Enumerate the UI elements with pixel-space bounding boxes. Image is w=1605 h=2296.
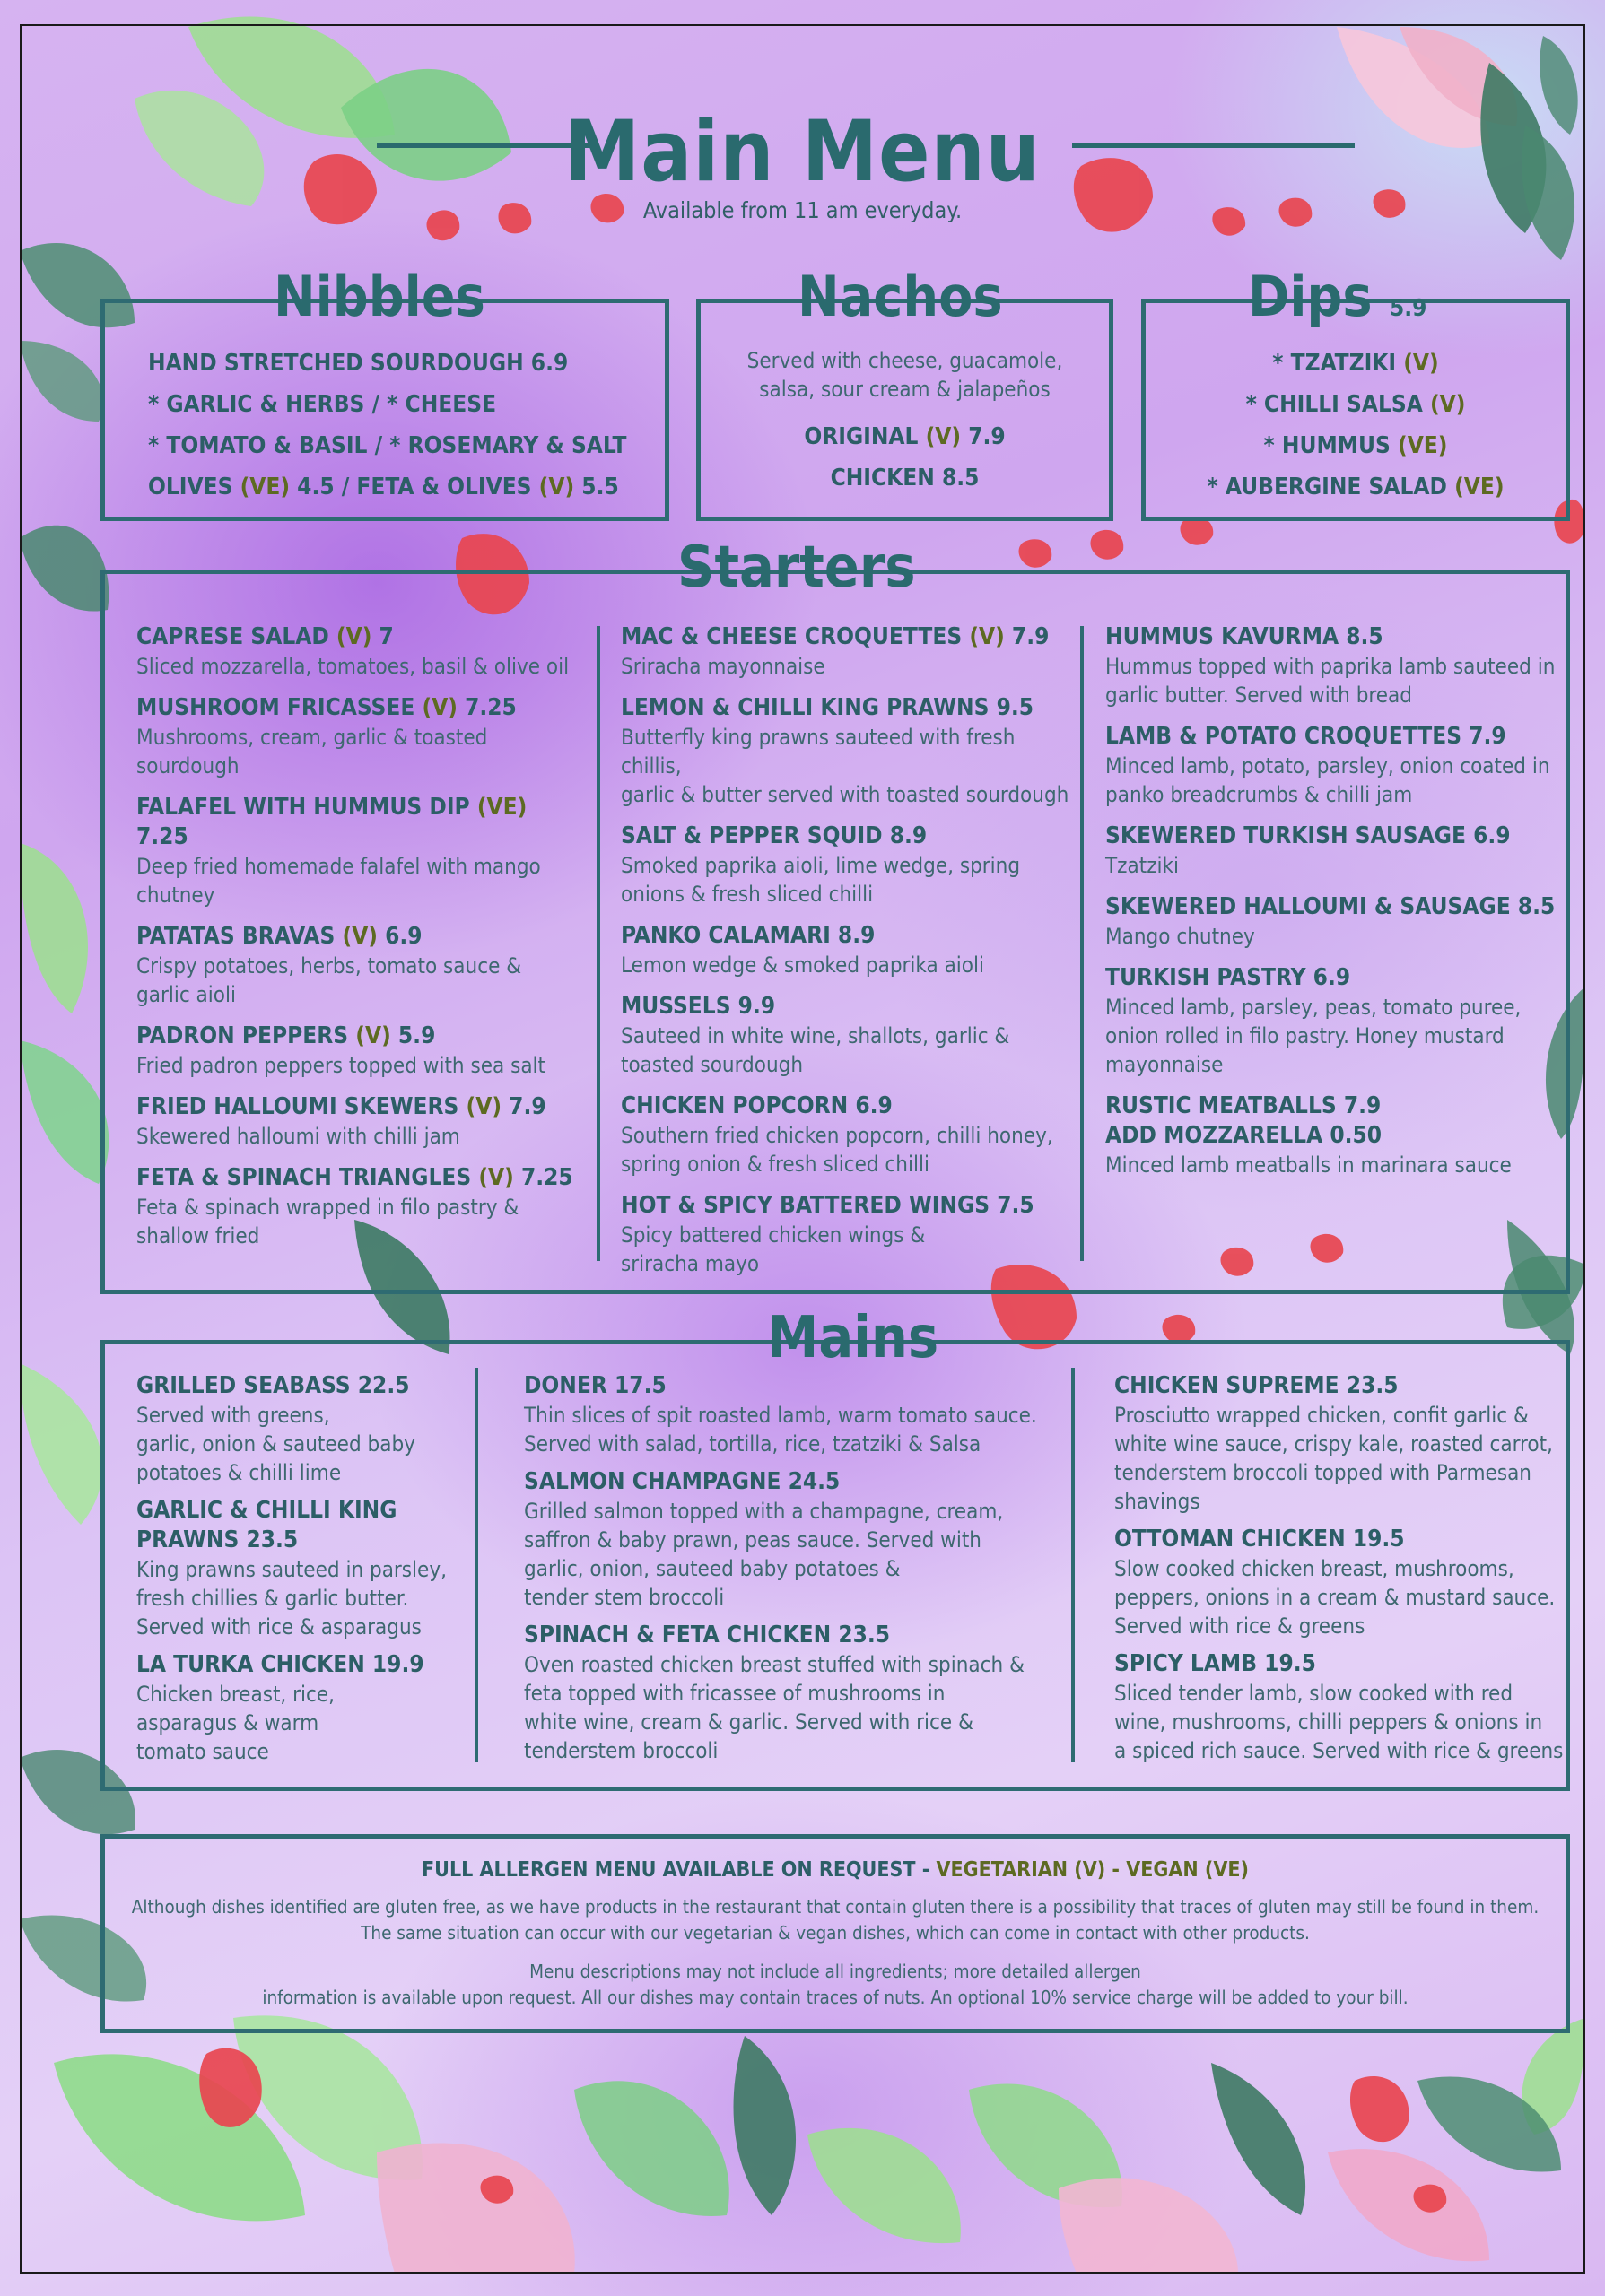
item-name: FRIED HALLOUMI SKEWERS xyxy=(136,1093,467,1120)
main-item xyxy=(524,1371,1062,1458)
item-price: 7.9 xyxy=(502,1093,546,1120)
item-title xyxy=(621,1191,1069,1221)
item-name: SALMON CHAMPAGNE 24.5 xyxy=(524,1468,841,1495)
item-title xyxy=(136,922,585,952)
starter-item xyxy=(1105,1091,1563,1179)
starter-item xyxy=(136,693,585,780)
starters-divider-2 xyxy=(1080,626,1084,1261)
dips-item xyxy=(1146,343,1566,384)
dips-item xyxy=(1146,425,1566,466)
item-description: onion rolled in filo pastry. Honey mustard xyxy=(1105,1023,1505,1048)
item-description: Skewered halloumi with chilli jam xyxy=(136,1124,460,1149)
item-price: 7.25 xyxy=(457,694,517,721)
item-description: Slow cooked chicken breast, mushrooms, xyxy=(1114,1556,1514,1581)
item-title xyxy=(136,1022,585,1051)
item-description: potatoes & chilli lime xyxy=(136,1460,342,1485)
item-name: SPICY LAMB 19.5 xyxy=(1114,1650,1316,1677)
nibbles-line xyxy=(148,466,668,508)
nibbles-section xyxy=(100,264,669,521)
starter-item xyxy=(136,1092,585,1151)
diet-tag: (V) xyxy=(422,694,458,721)
dips-item xyxy=(1146,384,1566,425)
item-title xyxy=(621,693,1069,723)
item-description: onions & fresh sliced chilli xyxy=(621,882,874,907)
item-description: Mango chutney xyxy=(1105,924,1255,949)
allergen-content xyxy=(105,1858,1566,2011)
item-name: PADRON PEPPERS xyxy=(136,1022,356,1049)
nachos-heading: Nachos xyxy=(798,264,1003,329)
item-name: CHICKEN POPCORN 6.9 xyxy=(621,1092,893,1119)
diet-tag: (V) xyxy=(342,923,378,950)
item-description: garlic & butter served with toasted sourdough xyxy=(621,782,1069,807)
nachos-description-1: Served with cheese, guacamole, xyxy=(746,348,1063,373)
mains-column-2 xyxy=(524,1371,1062,1774)
item-name: LAMB & POTATO CROQUETTES 7.9 xyxy=(1105,723,1506,750)
item-description: Feta & spinach wrapped in filo pastry & xyxy=(136,1195,519,1220)
allergen-heading xyxy=(105,1858,1566,1882)
item-name: * CHILLI SALSA xyxy=(1245,391,1430,418)
item-name: CHICKEN SUPREME 23.5 xyxy=(1114,1372,1399,1399)
starter-item xyxy=(621,693,1069,809)
item-description: Served with rice & asparagus xyxy=(136,1614,422,1639)
nachos-item xyxy=(701,457,1109,499)
item-description: panko breadcrumbs & chilli jam xyxy=(1105,782,1413,807)
item-description: shavings xyxy=(1114,1489,1200,1514)
item-name: LEMON & CHILLI KING PRAWNS 9.5 xyxy=(621,694,1034,721)
item-description: shallow fried xyxy=(136,1223,260,1248)
starters-column-1 xyxy=(136,622,585,1263)
diet-tag: (VE) xyxy=(240,474,291,500)
item-description: mayonnaise xyxy=(1105,1052,1224,1077)
starter-item xyxy=(1105,722,1563,809)
starter-item xyxy=(621,1091,1069,1178)
item-description: Smoked paprika aioli, lime wedge, spring xyxy=(621,853,1021,878)
nachos-list xyxy=(701,416,1109,499)
starters-column-2 xyxy=(621,622,1069,1291)
diet-tag: (VE) xyxy=(476,794,528,821)
item-name: HOT & SPICY BATTERED WINGS 7.5 xyxy=(621,1192,1034,1219)
item-title xyxy=(1105,963,1563,993)
item-name: FALAFEL WITH HUMMUS DIP xyxy=(136,794,477,821)
item-description: wine, mushrooms, chilli peppers & onions in xyxy=(1114,1709,1543,1735)
item-name: LA TURKA CHICKEN 19.9 xyxy=(136,1651,424,1678)
diet-tag: (V) xyxy=(1403,350,1439,377)
item-name: PANKO CALAMARI 8.9 xyxy=(621,922,876,949)
diet-tag: (VE) xyxy=(1454,474,1505,500)
item-description: Minced lamb meatballs in marinara sauce xyxy=(1105,1152,1512,1178)
nibbles-text: 5.5 xyxy=(574,474,619,500)
item-title xyxy=(621,822,1069,851)
dips-price: 5.9 xyxy=(1389,295,1427,322)
diet-tag: (V) xyxy=(336,623,372,650)
item-description: Served with greens, xyxy=(136,1403,330,1428)
nachos-description-2: salsa, sour cream & jalapeños xyxy=(759,377,1051,402)
item-title xyxy=(1105,822,1563,851)
item-description: white wine, cream & garlic. Served with rice & xyxy=(524,1709,973,1735)
mains-column-3 xyxy=(1114,1371,1567,1774)
mains-divider-1 xyxy=(475,1368,478,1762)
diet-tag: (VE) xyxy=(1398,432,1448,459)
item-name: TURKISH PASTRY 6.9 xyxy=(1105,964,1351,991)
item-description: Sauteed in white wine, shallots, garlic & xyxy=(621,1023,1010,1048)
main-item xyxy=(524,1621,1062,1765)
nibbles-line xyxy=(148,343,668,384)
dips-item xyxy=(1146,466,1566,508)
diet-tag: (V) xyxy=(925,423,962,450)
item-title xyxy=(1105,1091,1563,1121)
item-description: Oven roasted chicken breast stuffed with spinach & xyxy=(524,1652,1025,1677)
item-description: King prawns sauteed in parsley, xyxy=(136,1557,447,1582)
starter-item xyxy=(621,921,1069,979)
dips-list xyxy=(1146,343,1566,508)
item-description: peppers, onions in a cream & mustard sauce. xyxy=(1114,1585,1556,1610)
item-description: Fried padron peppers topped with sea salt xyxy=(136,1053,546,1078)
diet-tag: (V) xyxy=(1429,391,1466,418)
item-name: SALT & PEPPER SQUID 8.9 xyxy=(621,822,928,849)
nibbles-text: 4.5 / FETA & OLIVES xyxy=(290,474,539,500)
item-description: Thin slices of spit roasted lamb, warm tomato sauce. xyxy=(524,1403,1037,1428)
title-block xyxy=(0,103,1605,201)
item-description: Crispy potatoes, herbs, tomato sauce & xyxy=(136,953,522,978)
item-description: spring onion & fresh sliced chilli xyxy=(621,1152,929,1177)
item-description: garlic, onion & sauteed baby xyxy=(136,1431,415,1457)
starter-item xyxy=(1105,963,1563,1079)
starter-item xyxy=(1105,892,1563,951)
item-description: Grilled salmon topped with a champagne, cream, xyxy=(524,1499,1004,1524)
starter-item xyxy=(136,622,585,681)
item-description: Sliced mozzarella, tomatoes, basil & olive oil xyxy=(136,654,570,679)
nachos-content xyxy=(701,346,1109,499)
starters-section xyxy=(100,535,1570,1294)
mains-column-1 xyxy=(136,1371,468,1775)
item-title xyxy=(136,1163,585,1193)
item-price: 7.25 xyxy=(513,1164,573,1191)
item-price: 5.9 xyxy=(390,1022,436,1049)
page-subtitle: Available from 11 am everyday. xyxy=(642,197,963,223)
item-name: MUSSELS 9.9 xyxy=(621,993,776,1020)
mains-divider-2 xyxy=(1071,1368,1075,1762)
starter-item xyxy=(621,822,1069,909)
dips-section xyxy=(1141,264,1570,521)
item-name: GARLIC & CHILLI KING xyxy=(136,1497,397,1524)
allergen-section xyxy=(100,1834,1570,2033)
main-item xyxy=(1114,1525,1567,1640)
item-name: * HUMMUS xyxy=(1263,432,1398,459)
item-price: 7.25 xyxy=(136,823,188,850)
item-description: garlic, onion, sauteed baby potatoes & xyxy=(524,1556,901,1581)
diet-tag: (V) xyxy=(538,474,575,500)
item-title xyxy=(136,793,585,852)
item-description: garlic aioli xyxy=(136,982,236,1007)
item-name: CHICKEN 8.5 xyxy=(830,465,980,491)
item-title xyxy=(621,1091,1069,1121)
item-description: asparagus & warm xyxy=(136,1710,319,1735)
nachos-section xyxy=(696,264,1113,521)
item-title xyxy=(1105,892,1563,922)
diet-tag: (V) xyxy=(478,1164,514,1191)
item-description: Deep fried homemade falafel with mango xyxy=(136,854,541,879)
nibbles-text: * GARLIC & HERBS / * CHEESE xyxy=(148,391,497,418)
diet-tag: (V) xyxy=(355,1022,391,1049)
item-description: Spicy battered chicken wings & xyxy=(621,1222,926,1248)
item-title xyxy=(621,622,1069,652)
item-title xyxy=(621,992,1069,1022)
starter-item xyxy=(136,793,585,909)
item-name: PRAWNS 23.5 xyxy=(136,1526,299,1553)
item-price: 7.9 xyxy=(961,423,1006,450)
item-name: SKEWERED HALLOUMI & SAUSAGE 8.5 xyxy=(1105,893,1556,920)
item-description: toasted sourdough xyxy=(621,1052,804,1077)
item-description: garlic butter. Served with bread xyxy=(1105,683,1412,708)
item-name: MAC & CHEESE CROQUETTES xyxy=(621,623,970,650)
starter-item xyxy=(621,622,1069,681)
item-price: 7 xyxy=(371,623,394,650)
item-name: ORIGINAL xyxy=(804,423,926,450)
dips-heading xyxy=(1232,265,1443,340)
item-name: OTTOMAN CHICKEN 19.5 xyxy=(1114,1526,1405,1552)
item-description: chutney xyxy=(136,883,215,908)
starter-item xyxy=(136,922,585,1009)
item-description: white wine sauce, crispy kale, roasted carrot, xyxy=(1114,1431,1553,1457)
item-description: Served with rice & greens xyxy=(1114,1613,1365,1639)
starter-item xyxy=(136,1163,585,1250)
main-item xyxy=(136,1650,468,1766)
bottom-foliage-icon xyxy=(54,2015,1561,2274)
item-description: tender stem broccoli xyxy=(524,1585,725,1610)
starter-item xyxy=(1105,622,1563,709)
starter-item xyxy=(1105,822,1563,880)
item-description: sriracha mayo xyxy=(621,1251,760,1276)
nibbles-list xyxy=(148,343,668,508)
nibbles-text: * TOMATO & BASIL / * ROSEMARY & SALT xyxy=(148,432,627,459)
diet-tag: (V) xyxy=(466,1093,502,1120)
mains-section xyxy=(100,1305,1570,1791)
item-name: RUSTIC MEATBALLS 7.9 xyxy=(1105,1092,1382,1119)
nibbles-text: OLIVES xyxy=(148,474,240,500)
item-name: * TZATZIKI xyxy=(1272,350,1404,377)
item-name: DONER 17.5 xyxy=(524,1372,667,1399)
nibbles-line xyxy=(148,384,668,425)
item-name: SKEWERED TURKISH SAUSAGE 6.9 xyxy=(1105,822,1511,849)
item-description: Chicken breast, rice, xyxy=(136,1682,336,1707)
main-item xyxy=(1114,1649,1567,1765)
allergen-info-2: information is available upon request. All our dishes may contain traces of nuts. An optional 10% service charge will be added to your bill. xyxy=(262,1987,1409,2008)
item-description: Southern fried chicken popcorn, chilli honey, xyxy=(621,1123,1053,1148)
item-description: saffron & baby prawn, peas sauce. Served with xyxy=(524,1527,981,1552)
item-description: Minced lamb, potato, parsley, onion coated in xyxy=(1105,753,1550,778)
item-name: FETA & SPINACH TRIANGLES xyxy=(136,1164,479,1191)
starter-item xyxy=(621,1191,1069,1278)
main-item xyxy=(136,1371,468,1487)
starters-heading: Starters xyxy=(677,535,916,601)
item-name: PATATAS BRAVAS xyxy=(136,923,343,950)
item-name: GRILLED SEABASS 22.5 xyxy=(136,1372,410,1399)
starters-column-3 xyxy=(1105,622,1563,1192)
dips-title: Dips xyxy=(1248,264,1373,329)
item-title xyxy=(1105,622,1563,652)
item-extra: ADD MOZZARELLA 0.50 xyxy=(1105,1122,1383,1149)
page-title: Main Menu xyxy=(564,103,1041,201)
item-price: 6.9 xyxy=(377,923,423,950)
starters-divider-1 xyxy=(597,626,600,1261)
item-description: Sriracha mayonnaise xyxy=(621,654,825,679)
item-name: SPINACH & FETA CHICKEN 23.5 xyxy=(524,1622,891,1648)
item-description: tomato sauce xyxy=(136,1739,269,1764)
gluten-note-2: The same situation can occur with our vegetarian & vegan dishes, which can come in contact with other products. xyxy=(361,1922,1310,1944)
item-name: HUMMUS KAVURMA 8.5 xyxy=(1105,623,1383,650)
diet-tag: (V) xyxy=(969,623,1005,650)
item-title xyxy=(621,921,1069,951)
item-description: fresh chillies & garlic butter. xyxy=(136,1586,409,1611)
item-description: tenderstem broccoli xyxy=(524,1738,719,1763)
item-description: tenderstem broccoli topped with Parmesan xyxy=(1114,1460,1531,1485)
item-title xyxy=(136,622,585,652)
starter-item xyxy=(136,1022,585,1080)
allergen-heading-main: FULL ALLERGEN MENU AVAILABLE ON REQUEST - xyxy=(422,1858,937,1882)
item-description: Minced lamb, parsley, peas, tomato puree, xyxy=(1105,995,1522,1020)
item-title xyxy=(136,1092,585,1122)
item-title xyxy=(1105,722,1563,752)
item-name: MUSHROOM FRICASSEE xyxy=(136,694,423,721)
item-name: * AUBERGINE SALAD xyxy=(1207,474,1455,500)
item-description: Sliced tender lamb, slow cooked with red xyxy=(1114,1681,1513,1706)
item-description: a spiced rich sauce. Served with rice & greens xyxy=(1114,1738,1564,1763)
item-name: CAPRESE SALAD xyxy=(136,623,336,650)
item-title xyxy=(136,693,585,723)
main-item xyxy=(524,1467,1062,1612)
allergen-heading-tags: VEGETARIAN (V) - VEGAN (VE) xyxy=(936,1858,1249,1882)
item-description: Mushrooms, cream, garlic & toasted sourdough xyxy=(136,725,488,778)
nachos-item xyxy=(701,416,1109,457)
nibbles-line xyxy=(148,425,668,466)
nibbles-heading: Nibbles xyxy=(274,264,485,329)
item-price: 7.9 xyxy=(1004,623,1050,650)
allergen-info-1: Menu descriptions may not include all ingredients; more detailed allergen xyxy=(529,1961,1141,1982)
item-description: Hummus topped with paprika lamb sauteed in xyxy=(1105,654,1556,679)
item-description: feta topped with fricassee of mushrooms in xyxy=(524,1681,946,1706)
starter-item xyxy=(621,992,1069,1079)
main-item xyxy=(1114,1371,1567,1516)
gluten-note-1: Although dishes identified are gluten free, as we have products in the restaurant that contain gluten there is a possibility that traces of gluten may still be found in them. xyxy=(131,1896,1540,1918)
mains-heading: Mains xyxy=(767,1305,939,1371)
item-description: Prosciutto wrapped chicken, confit garlic & xyxy=(1114,1403,1529,1428)
item-description: Lemon wedge & smoked paprika aioli xyxy=(621,952,985,978)
main-item xyxy=(136,1496,468,1641)
item-description: Served with salad, tortilla, rice, tzatziki & Salsa xyxy=(524,1431,981,1457)
item-description: Tzatziki xyxy=(1105,853,1180,878)
nibbles-text: HAND STRETCHED SOURDOUGH 6.9 xyxy=(148,350,569,377)
item-description: Butterfly king prawns sauteed with fresh chillis, xyxy=(621,725,1016,778)
